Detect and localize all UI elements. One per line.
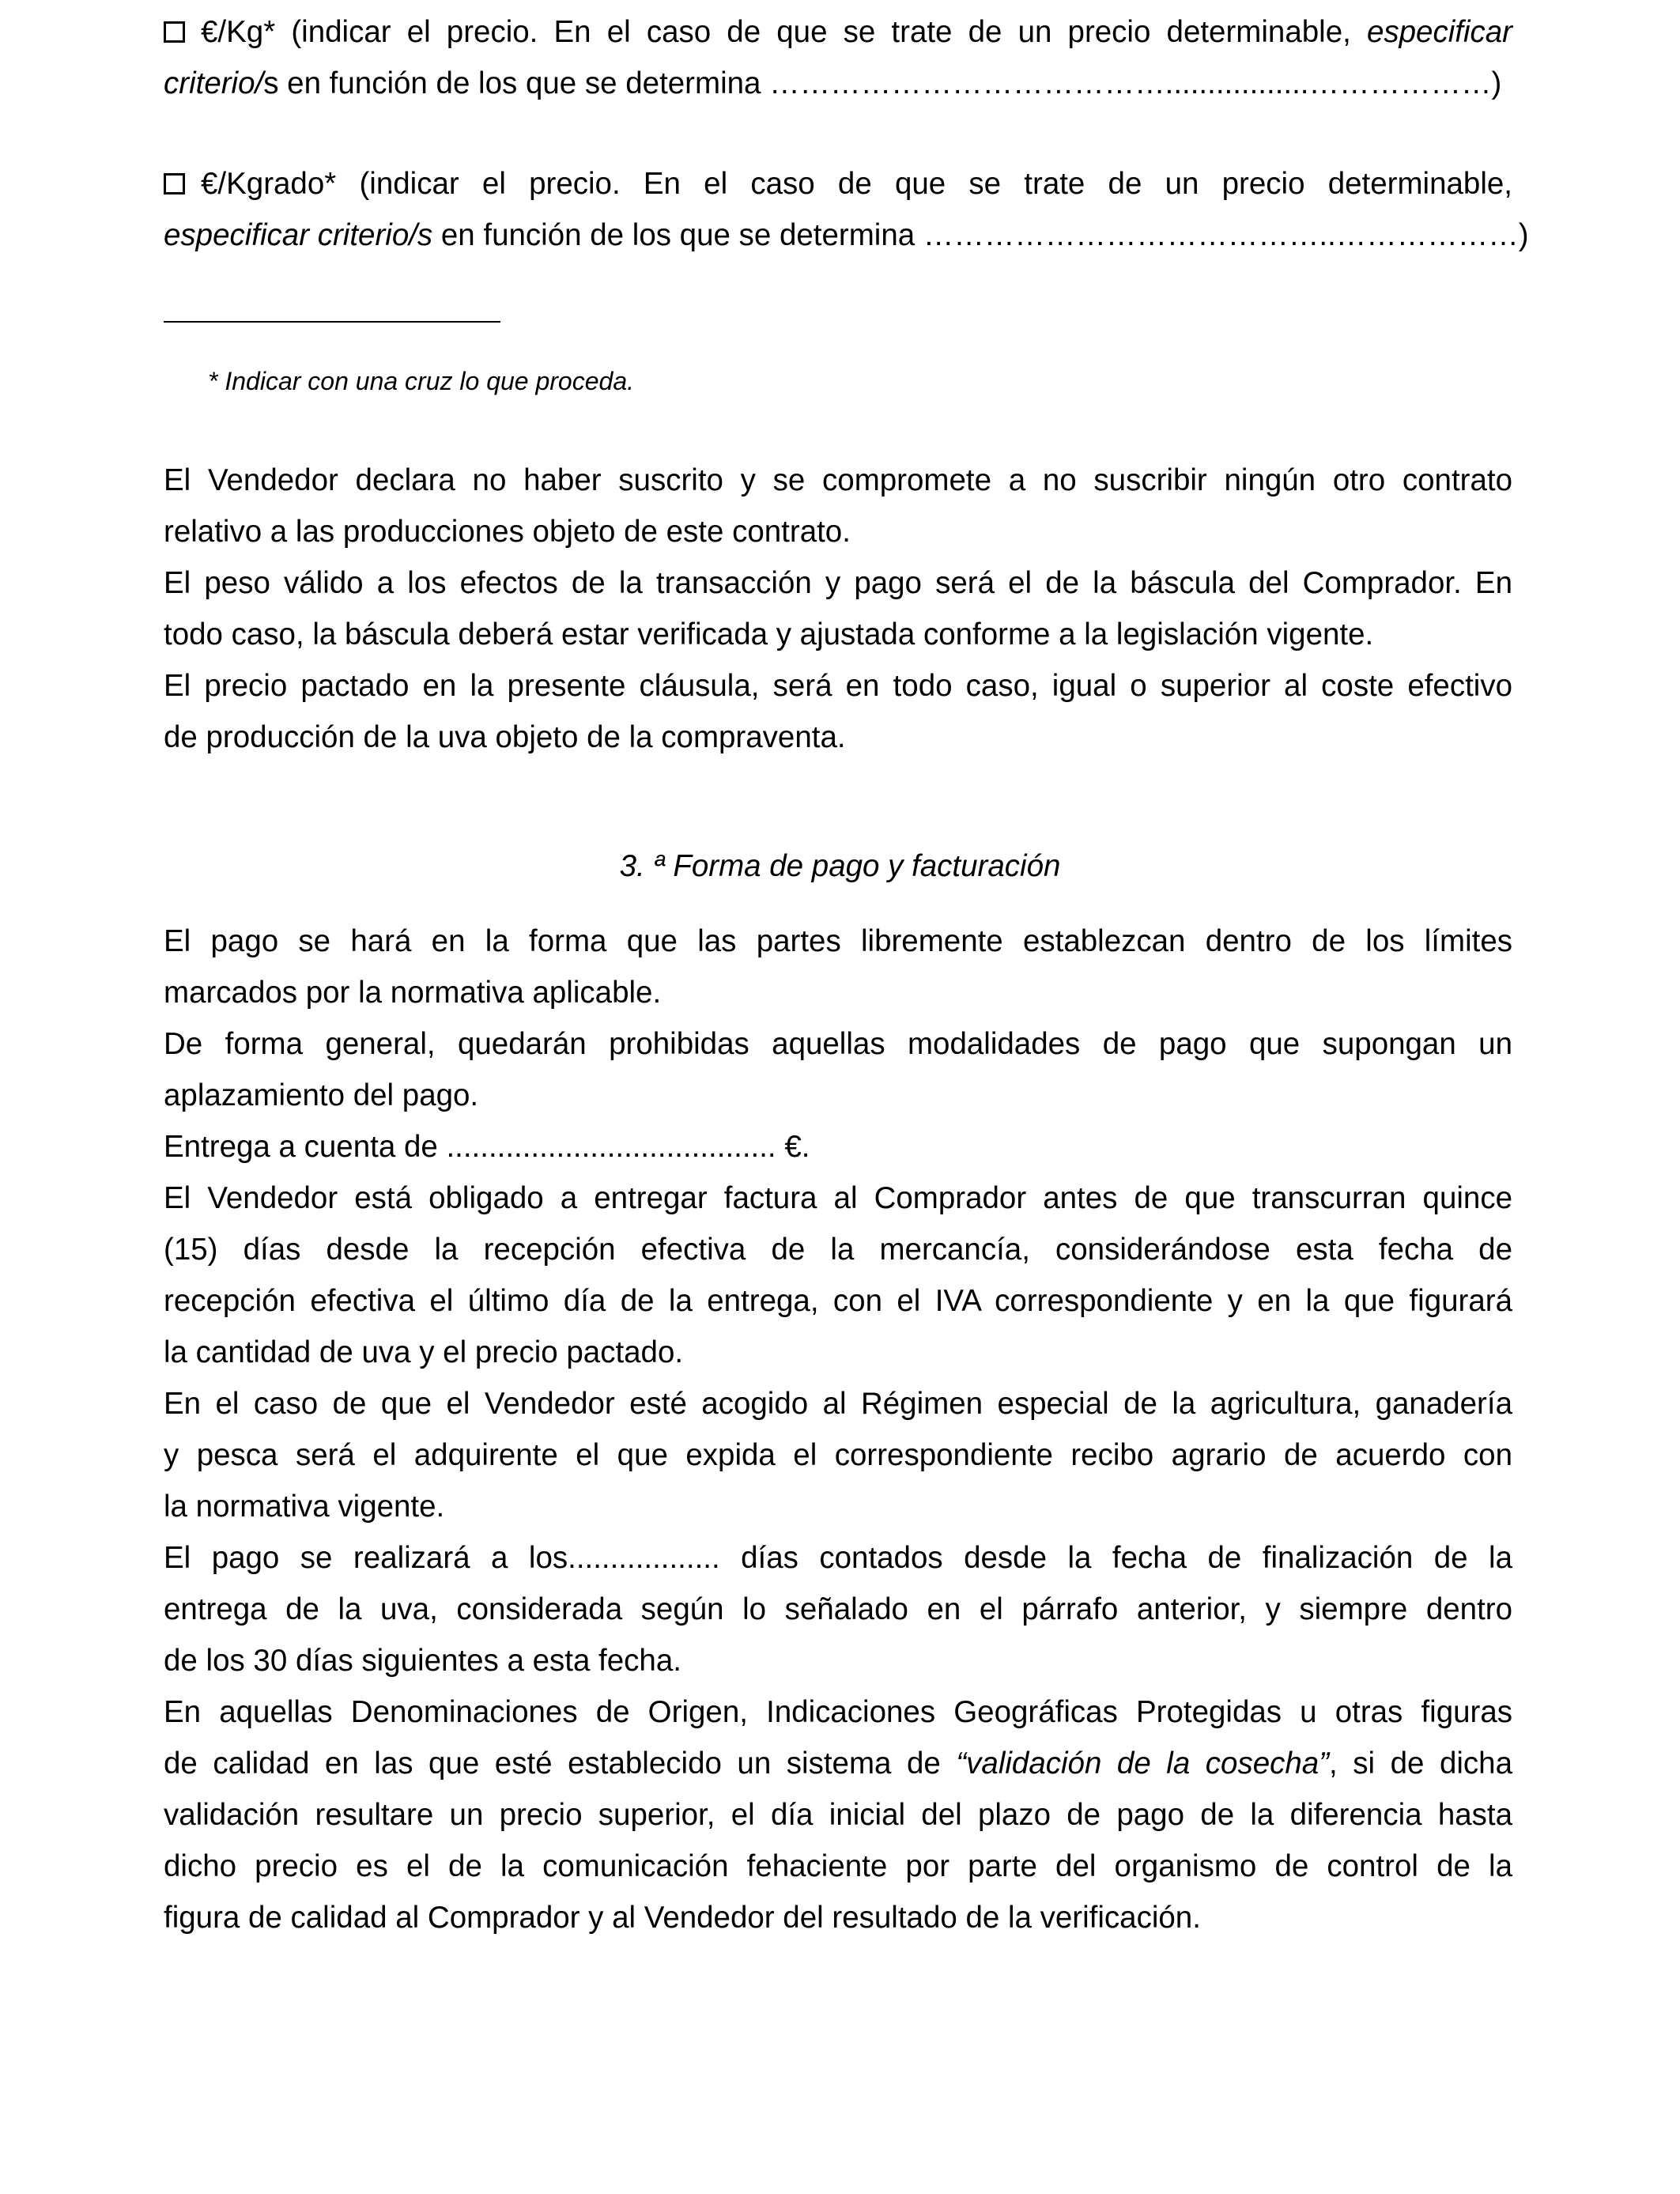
text-line: El peso válido a los efectos de la transacción y pago será el de la báscula del Comprador. En [164,566,1512,600]
text-line: entrega de la uva, considerada según lo señalado en el párrafo anterior, y siempre dentro [164,1592,1512,1626]
text-line: y pesca será el adquirente el que expida el correspondiente recibo agrario de acuerdo con [164,1438,1512,1472]
price-option-kg [164,6,1512,109]
text-line: validación resultare un precio superior, el día inicial del plazo de pago de la diferencia hasta [164,1798,1512,1832]
footnote-separator [164,321,500,323]
price-option-kg-line-2: criterio/s en función de los que se determina ………………………………….................………………) [164,66,1502,100]
price-option-kgrado-line-1: €/Kgrado* (indicar el precio. En el caso de que se trate de un precio determinable, [164,158,1512,210]
checkbox-icon[interactable] [164,173,185,194]
text-line: todo caso, la báscula deberá estar verificada y ajustada conforme a la legislación vigente. [164,617,1374,651]
footnote: * Indicar con una cruz lo que proceda. [208,367,634,395]
price-option-kgrado [164,158,1529,261]
text-line: figura de calidad al Comprador y al Vendedor del resultado de la verificación. [164,1901,1201,1935]
section-heading: 3. ª Forma de pago y facturación [619,849,1061,883]
text-line: En aquellas Denominaciones de Origen, Indicaciones Geográficas Protegidas u otras figuras [164,1695,1512,1729]
price-option-kg-line-1: €/Kg* (indicar el precio. En el caso de que se trate de un precio determinable, especificar [164,6,1512,58]
price-option-kgrado-line-2: especificar criterio/s en función de los que se determina …………………………………..………………) [164,218,1529,252]
text-line: de los 30 días siguientes a esta fecha. [164,1644,681,1678]
payment-paragraphs [164,916,1512,1943]
text-line: El precio pactado en la presente cláusula, será en todo caso, igual o superior al coste efectivo [164,669,1512,703]
text-line: relativo a las producciones objeto de este contrato. [164,515,851,549]
text-line: En el caso de que el Vendedor esté acogido al Régimen especial de la agricultura, ganadería [164,1387,1512,1421]
text-line: (15) días desde la recepción efectiva de la mercancía, considerándose esta fecha de [164,1233,1512,1267]
validation-line: de calidad en las que esté establecido un sistema de “validación de la cosecha”, si de dicha [164,1747,1512,1781]
text-line: De forma general, quedarán prohibidas aquellas modalidades de pago que supongan un [164,1027,1512,1061]
text-line: El Vendedor declara no haber suscrito y se compromete a no suscribir ningún otro contrato [164,463,1512,497]
text-line: la normativa vigente. [164,1490,445,1524]
text-line: El pago se realizará a los.................. días contados desde la fecha de finalización de la [164,1541,1512,1575]
declaration-paragraphs [164,455,1512,763]
text-line: El Vendedor está obligado a entregar factura al Comprador antes de que transcurran quince [164,1181,1512,1215]
text-line: marcados por la normativa aplicable. [164,976,662,1010]
text-line: dicho precio es el de la comunicación fehaciente por parte del organismo de control de la [164,1849,1512,1883]
text-line: de producción de la uva objeto de la compraventa. [164,720,846,754]
checkbox-icon[interactable] [164,21,185,43]
text-line: aplazamiento del pago. [164,1078,479,1112]
text-line: El pago se hará en la forma que las partes libremente establezcan dentro de los límites [164,924,1512,958]
text-line: Entrega a cuenta de ....................................... €. [164,1130,810,1164]
text-line: recepción efectiva el último día de la entrega, con el IVA correspondiente y en la que figurará [164,1284,1512,1318]
text-line: la cantidad de uva y el precio pactado. [164,1335,684,1369]
